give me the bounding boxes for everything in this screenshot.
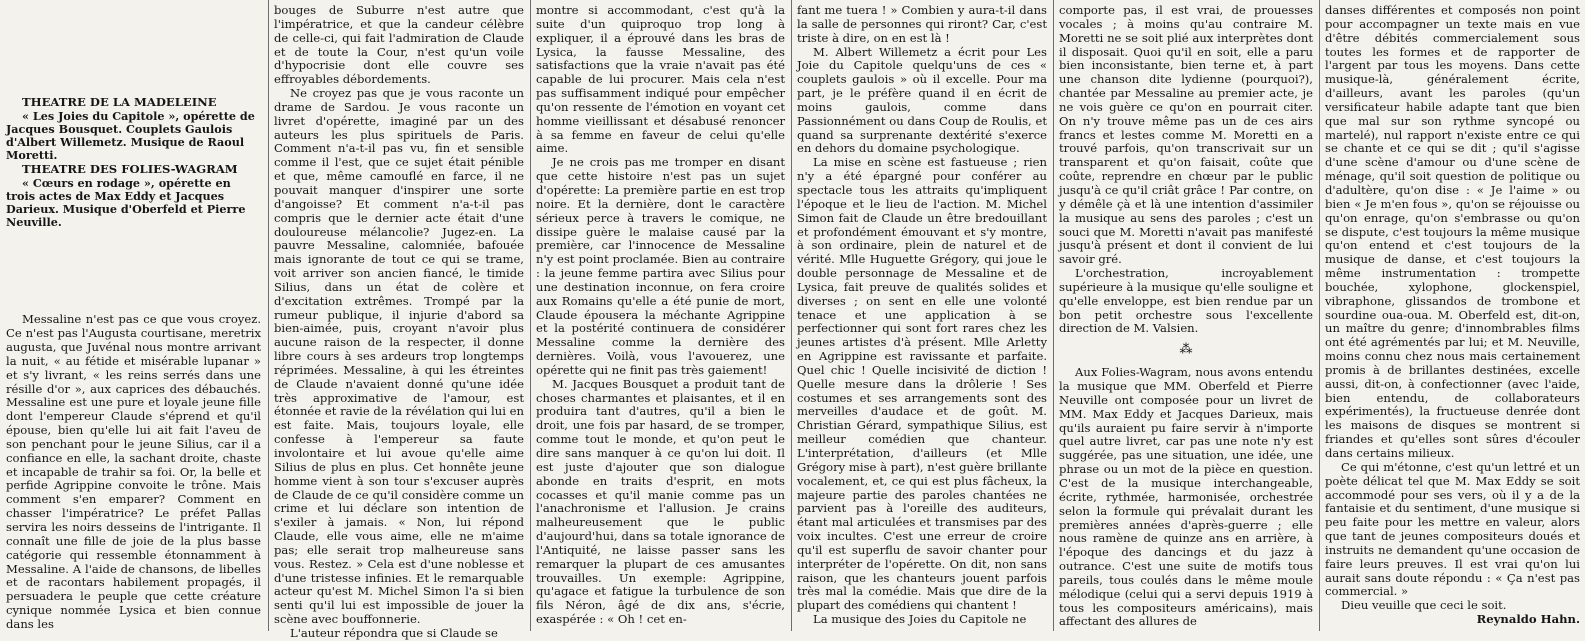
paragraph: Ne croyez pas que je vous raconte un drame de Sardou. Je vous raconte un livret d'opérette, imaginé par un des auteurs les plus spirituels de Paris. Comment n'a-t-il pas vu, fin et sensible comme il l'est, que ce sujet était pénible et que, même camouflé en farce, il ne pouvait manquer d'inspirer une sorte d'angoisse? Et comment n'a-t-il pas compris que le dernier acte était d'une douloureuse mélancolie? Jugez-en. La pauvre Messaline, calomniée, bafouée mais ignorante de tout ce qui se trame, voit arriver son ancien fiancé, le timide Silius, dans un état de colère et d'excitation extrêmes. Trompé par la rumeur publique, il injurie d'abord sa bien-aimée, puis, croyant n'avoir plus aucune raison de la respecter, il donne libre cours à ses ardeurs trop longtemps réprimées. Messaline, à qui les étreintes de Claude n'avaient donné qu'une idée très approximative de l'amour, est étonnée et ravie de la révélation qui lui en est faite. Mais, toujours loyale, elle confesse à l'empereur sa faute involontaire et lui avoue qu'elle aime Silius de plus en plus. Cet honnête jeune homme vient à son tour s'excuser auprès de Claude de ce qu'il considère comme un crime et lui déclare son intention de s'exiler à jamais. « Non, lui répond Claude, elle vous aime, elle ne m'aime pas; elle serait trop malheureuse sans vous. Restez. » Cela est d'une noblesse et d'une tristesse infinies. Et le remarquable acteur qu'est M. Michel Simon l'a si bien senti qu'il lui est impossible de jouer la scène avec bouffonnerie. (274, 86, 524, 627)
paragraph: comporte pas, il est vrai, de prouesses vocales ; à moins qu'au contraire M. Moretti ne se soit plié aux interprètes dont il disposait. Quoi qu'il en soit, elle a paru bien inconsistante, bien terne et, à part une chanson dite lydienne (pourquoi?), chantée par Messaline au premier acte, je ne vois guère ce qu'on en pourrait citer. On n'y trouve même pas un de ces airs francs et lestes comme M. Moretti en a trouvé parfois, qu'on transcrivait sur un transparent et qu'on faisait, coûte que coûte, reprendre en chœur par le public jusqu'à ce qu'il criât grâce ! Par contre, on y démêle çà et là une intention d'assimiler la musique au sens des paroles ; c'est un souci que M. Moretti n'avait pas manifesté jusqu'à présent et dont il convient de lui savoir gré. (1059, 3, 1313, 267)
paragraph: Aux Folies-Wagram, nous avons entendu la musique que MM. Oberfeld et Pierre Neuville ont composée pour un livret de MM. Max Eddy et Jacques Darieux, mais qu'ils auraient pu faire servir à n'importe quel autre livret, car pas une note n'y est suggérée, pas une situation, une idée, une phrase ou un mot de la pièce en question. C'est de la musique interchangeable, écrite, rythmée, harmonisée, orchestrée selon la formule qui prévalait durant les premières années d'après-guerre ; elle nous ramène de quinze ans en arrière, à l'époque des dancings et du jazz à outrance. C'est une suite de motifs tous pareils, tous coulés dans le même moule mélodique (celui qui a servi depuis 1919 à tous les compositeurs américains), mais affectant des allures de (1059, 365, 1313, 629)
paragraph: fant me tuera ! » Combien y aura-t-il dans la salle de personnes qui riront? Car, c'est triste à dire, on en est là ! (797, 3, 1047, 45)
theatre-name-folies-wagram: THEATRE DES FOLIES-WAGRAM (22, 161, 238, 176)
column-4 (797, 4, 1047, 627)
column-1 (6, 4, 261, 631)
column-rule (791, 0, 792, 631)
column-rule (1053, 0, 1054, 631)
column-5 (1059, 4, 1313, 627)
paragraph: L'orchestration, incroyablement supérieure à la musique qu'elle souligne et qu'elle enveloppe, est bien rendue par un bon petit orchestre sous l'excellente direction de M. Valsien. (1059, 266, 1313, 336)
column-6 (1325, 4, 1580, 627)
show-credits-coeurs-en-rodage: « Cœurs en rodage », opérette en trois actes de Max Eddy et Jacques Darieux. Musique d'Oberfeld et Pierre Neuville. (6, 175, 246, 230)
paragraph: montre si accommodant, c'est qu'à la suite d'un quiproquo trop long à expliquer, il a éprouvé dans les bras de Lysica, la fausse Messaline, des satisfactions que la vraie n'avait pas été capable de lui procurer. Mais cela n'est pas suffisamment indiqué pour empêcher qu'on ressente de l'émotion en voyant cet homme vieillissant et désabusé renoncer à sa femme en faveur de celui qu'elle aime. (536, 3, 785, 156)
column-2 (274, 3, 524, 640)
paragraph: Je ne crois pas me tromper en disant que cette histoire n'est pas un sujet d'opérette: La première partie en est trop noire. Et la dernière, dont le caractère sérieux perce à travers le comique, ne dissipe guère le malaise causé par la première, car l'innocence de Messaline n'y est point proclamée. Bien au contraire : la jeune femme partira avec Silius pour une destination inconnue, on fera croire aux Romains qu'elle a été punie de mort, Claude épousera la méchante Agrippine et la postérité continuera de considérer Messaline comme la dernière des dernières. Voilà, vous l'avouerez, une opérette qui ne finit pas très gaiement! (536, 155, 785, 377)
paragraph: Dieu veuille que ceci le soit. (1341, 598, 1507, 613)
author-signature: Reynaldo Hahn. (1476, 612, 1580, 627)
column-rule (530, 0, 531, 631)
paragraph: M. Albert Willemetz a écrit pour Les Joie du Capitole quelqu'uns de ces « couplets gaulois » où il excelle. Pour ma part, je le préfère quand il en écrit de moins gaulois, comme dans Passionnément ou dans Coup de Roulis, et quand sa surprenante dextérité s'exerce en dehors du domaine psychologique. (797, 44, 1047, 156)
section-separator-asterism: ⁂ (1179, 342, 1193, 358)
theatre-name-madeleine: THEATRE DE LA MADELEINE (22, 95, 217, 109)
paragraph: La musique des Joies du Capitole ne (813, 612, 1027, 627)
review-header (6, 96, 261, 229)
paragraph: L'auteur répondra que si Claude se (290, 625, 498, 640)
paragraph: La mise en scène est fastueuse ; rien n'y a été épargné pour conférer au spectacle tous les attraits qu'impliquent l'époque et le lieu de l'action. M. Michel Simon fait de Claude un être bredouillant et profondément émouvant et s'y montre, à son ordinaire, plein de naturel et de vérité. Mlle Huguette Grégory, qui joue le double personnage de Messaline et de Lysica, fait preuve de qualités solides et diverses ; on sent en elle une volonté tenace et une application à se perfectionner qui sont fort rares chez les jeunes artistes d'à présent. Mlle Arletty en Agrippine est ravissante et parfaite. Quel chic ! Quelle incisivité de diction ! Quelle mesure dans la drôlerie ! Ses costumes et ses arrangements sont des merveilles d'audace et de goût. M. Christian Gérard, sympathique Silius, est meilleur comédien que chanteur. L'interprétation, d'ailleurs (et Mlle Grégory mise à part), n'est guère brillante vocalement, et, ce qui est plus fâcheux, la majeure partie des paroles chantées ne parvient pas à l'oreille des auditeurs, étant mal articulées et transmises par des voix incultes. C'est une erreur de croire qu'il est superflu de savoir chanter pour interpréter de l'opérette. On dit, non sans raison, que les chanteurs jouent parfois très mal la comédie. Mais que dire de la plupart des comédiens qui chantent ! (797, 155, 1047, 613)
show-credits-joies-du-capitole: « Les Joies du Capitole », opérette de Jacques Bousquet. Couplets Gaulois d'Albert Willemetz. Musique de Raoul Moretti. (6, 108, 255, 163)
column-3 (536, 4, 785, 627)
paragraph: M. Jacques Bousquet a produit tant de choses charmantes et plaisantes, et il en produira tant d'autres, qu'il a bien le droit, une fois par hasard, de se tromper, comme tout le monde, et qu'on peut le dire sans manquer à ce qu'on lui doit. Il est juste d'ajouter que son dialogue abonde en traits d'esprit, en mots cocasses et qu'il manie comme pas un l'anachronisme et l'allusion. Je crains malheureusement que le public d'aujourd'hui, dans sa totale ignorance de l'Antiquité, ne laisse passer sans les remarquer la plupart de ces amusantes trouvailles. Un exemple: Agrippine, qu'agace et fatigue la turbulence de son fils Néron, âgé de dix ans, s'écrie, exaspérée : « Oh ! cet en- (536, 376, 785, 627)
column-rule (1319, 0, 1320, 631)
paragraph: danses différentes et composés non point pour accompagner un texte mais en vue d'être débités commercialement sous toutes les formes et de rapporter de l'argent par tous les moyens. Dans cette musique-là, généralement écrite, d'ailleurs, avant les paroles (qu'un versificateur habile adapte tant que bien que mal sur son rythme syncopé ou martelé), nul rapport n'existe entre ce qui se chante et ce qui se dit ; qu'il s'agisse d'une scène d'amour ou d'une scène de ménage, qu'il soit question de politique ou d'adultère, qu'on dise : « Je l'aime » ou bien « Je m'en fous », qu'on se réjouisse ou qu'on enrage, qu'on s'embrasse ou qu'on se dispute, c'est toujours la même musique qu'on entend et c'est toujours de la musique de danse, et c'est toujours la même instrumentation : trompette bouchée, xylophone, glockenspiel, vibraphone, glissandos de trombone et sourdine oua-oua. M. Oberfeld est, dit-on, un maître du genre; d'innombrables films ont été agrémentés par lui; et M. Neuville, moins connu chez nous mais certainement promis à de brillantes destinées, excelle aussi, dit-on, à confectionner (avec l'aide, bien entendu, de collaborateurs expérimentés), la fructueuse denrée dont les maisons de disques se montrent si friandes et qu'elles sont sûres d'écouler dans certains milieux. (1325, 3, 1580, 460)
paragraph: Ce qui m'étonne, c'est qu'un lettré et un poète délicat tel que M. Max Eddy se soit accommodé pour ses vers, où il y a de la fantaisie et du sentiment, d'une musique si peu faite pour les mettre en valeur, alors que tant de jeunes compositeurs doués et instruits ne demandent qu'une occasion de faire leurs preuves. Il est vrai qu'on lui aurait sans doute répondu : « Ça n'est pas commercial. » (1325, 459, 1580, 599)
column-rule (268, 0, 269, 631)
paragraph: Messaline n'est pas ce que vous croyez. Ce n'est pas l'Augusta courtisane, meretrix augusta, que Juvénal nous montre arrivant la nuit, « au fétide et misérable lupanar » et s'y livrant, « les reins serrés dans une résille d'or », aux caprices des débauchés. Messaline est une pure et loyale jeune fille dont l'empereur Claude s'éprend et qu'il épouse, bien qu'elle lui ait fait l'aveu de son penchant pour le jeune Silius, car il a confiance en elle, la sachant droite, chaste et incapable de trahir sa foi. Or, la belle et perfide Agrippine convoite le trône. Mais comment s'en emparer? Comment en chasser l'impératrice? Le préfet Pallas servira les noirs desseins de l'intrigante. Il connaît une fille de joie de la plus basse catégorie qui ressemble étonnamment à Messaline. A l'aide de chansons, de libelles et de racontars habilement propagés, il persuadera le peuple que cette créature cynique nommée Lysica et bien connue dans les (6, 312, 261, 631)
paragraph: bouges de Suburre n'est autre que l'impératrice, et que la candeur célèbre de celle-ci, qui fait l'admiration de Claude et de toute la Cour, n'est qu'un voile d'hypocrisie dont elle couvre ses effroyables débordements. (274, 3, 524, 87)
